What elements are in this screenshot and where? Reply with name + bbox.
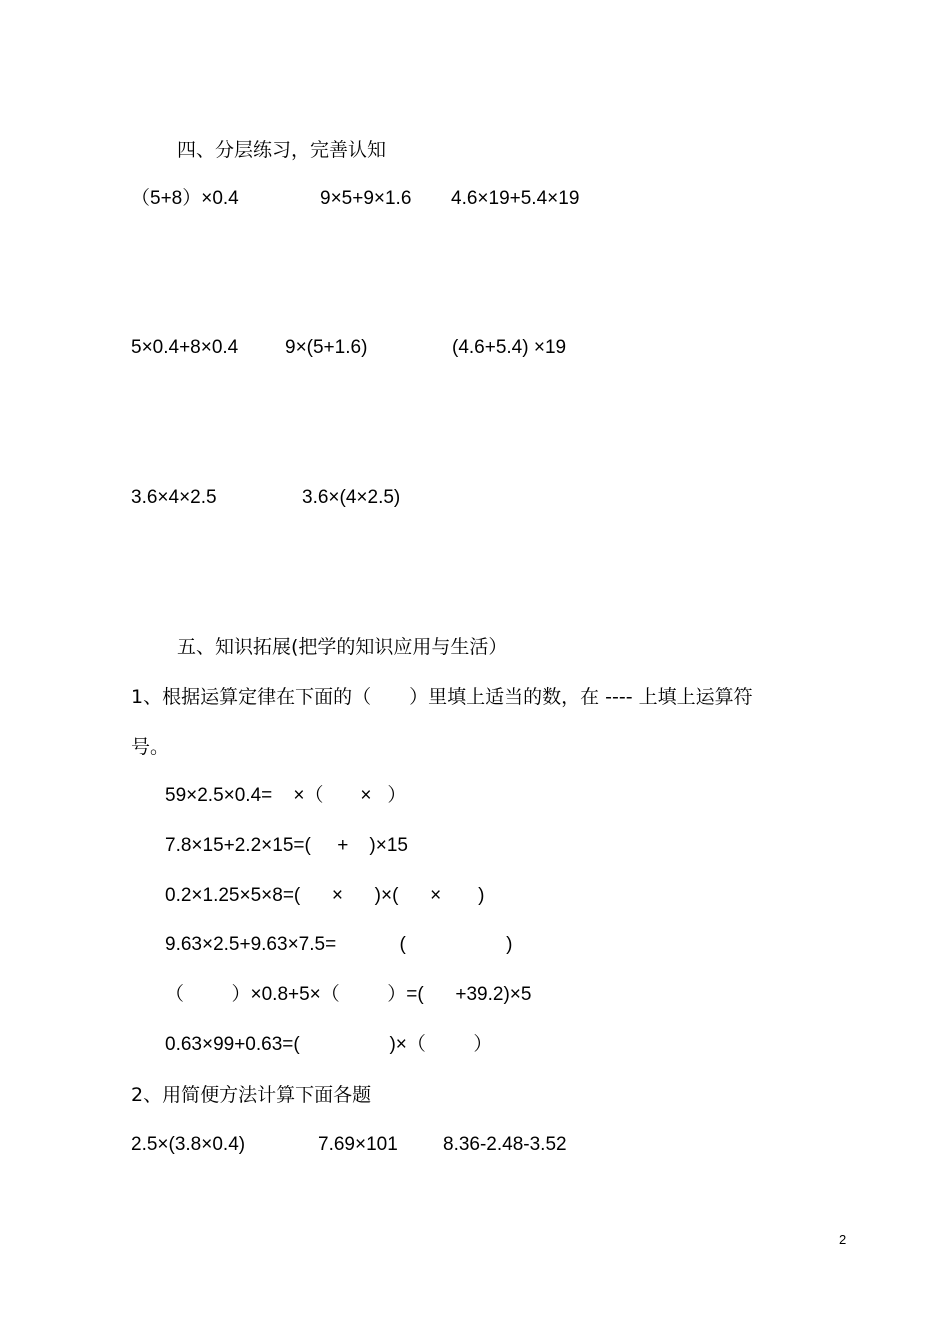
expr-r1-c1: （5+8）×0.4 bbox=[131, 188, 239, 209]
expr-r3-c2: 3.6×(4×2.5) bbox=[302, 487, 401, 508]
question1-line1: 1、根据运算定律在下面的（ ）里填上适当的数，在 ---- 上填上运算符 bbox=[131, 686, 753, 708]
fill-item-4: 9.63×2.5+9.63×7.5= ( ) bbox=[165, 934, 513, 955]
fill-item-3: 0.2×1.25×5×8=( × )×( × ) bbox=[165, 885, 485, 906]
fill-item-6: 0.63×99+0.63=( )×（ ） bbox=[165, 1034, 493, 1055]
q2-expr-1: 2.5×(3.8×0.4) bbox=[131, 1134, 246, 1155]
question1-line2: 号。 bbox=[131, 736, 170, 758]
section4-heading: 四、分层练习，完善认知 bbox=[177, 139, 387, 161]
fill-item-1: 59×2.5×0.4= ×（ × ） bbox=[165, 785, 407, 806]
fill-item-5: （ ）×0.8+5×（ ）=( +39.2)×5 bbox=[165, 984, 532, 1005]
expr-r2-c3: (4.6+5.4) ×19 bbox=[452, 337, 567, 358]
q2-expr-3: 8.36-2.48-3.52 bbox=[443, 1134, 567, 1155]
expr-r1-c3: 4.6×19+5.4×19 bbox=[451, 188, 580, 209]
page-number: 2 bbox=[839, 1232, 847, 1247]
expr-r2-c1: 5×0.4+8×0.4 bbox=[131, 337, 239, 358]
section5-heading: 五、知识拓展(把学的知识应用与生活） bbox=[177, 636, 508, 658]
expr-r3-c1: 3.6×4×2.5 bbox=[131, 487, 217, 508]
expr-r1-c2: 9×5+9×1.6 bbox=[320, 188, 412, 209]
question2-heading: 2、用简便方法计算下面各题 bbox=[131, 1084, 372, 1106]
q2-expr-2: 7.69×101 bbox=[318, 1134, 398, 1155]
expr-r2-c2: 9×(5+1.6) bbox=[285, 337, 368, 358]
fill-item-2: 7.8×15+2.2×15=( + )×15 bbox=[165, 835, 408, 856]
